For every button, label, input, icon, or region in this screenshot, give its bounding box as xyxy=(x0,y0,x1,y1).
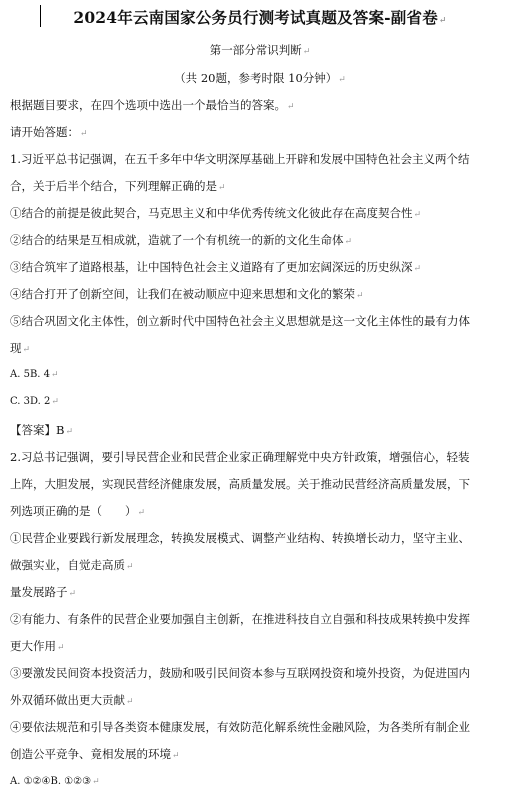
q1-option: ⑤结合巩固文化主体性，创立新时代中国特色社会主义思想就是这一文化主体性的最有力体 xyxy=(10,314,470,328)
q1-option: ①结合的前提是彼此契合，马克思主义和中华优秀传统文化彼此存在高度契合性↵ xyxy=(10,206,422,220)
q1-choices: A. 5B. 4↵ xyxy=(10,369,59,380)
q1-stem-line: 合，关于后半个结合，下列理解正确的是↵ xyxy=(10,179,226,193)
q1-stem-line: 1.习近平总书记强调，在五千多年中华文明深厚基础上开辟和发展中国特色社会主义两个结 xyxy=(10,152,470,166)
q1-option: 现↵ xyxy=(10,341,31,355)
q2-option: ②有能力、有条件的民营企业要加强自主创新，在推进科技自立自强和科技成果转换中发挥 xyxy=(10,612,470,626)
instruction-text: 根据题目要求，在四个选项中选出一个最恰当的答案。↵ xyxy=(10,98,295,112)
q1-option: ③结合筑牢了道路根基，让中国特色社会主义道路有了更加宏阔深远的历史纵深↵ xyxy=(10,260,422,274)
q2-option: ①民营企业要践行新发展理念，转换发展模式、调整产业结构、转换增长动力，坚守主业、 xyxy=(10,531,470,545)
q1-option: ②结合的结果是互相成就，造就了一个有机统一的新的文化生命体↵ xyxy=(10,233,353,247)
instruction-start: 请开始答题：↵ xyxy=(10,125,88,139)
q2-option: 更大作用↵ xyxy=(10,639,65,653)
q2-option: ④要依法规范和引导各类资本健康发展，有效防范化解系统性金融风险，为各类所有制企业 xyxy=(10,720,470,734)
q2-stem-line: 上阵，大胆发展，实现民营经济健康发展，高质量发展。关于推动民营经济高质量发展，下 xyxy=(10,477,470,491)
q2-option: 量发展路子↵ xyxy=(10,585,77,599)
q1-option: ④结合打开了创新空间，让我们在被动顺应中迎来思想和文化的繁荣↵ xyxy=(10,287,364,301)
section-heading: 第一部分常识判断↵ xyxy=(209,43,311,57)
q1-answer: 【答案】B↵ xyxy=(10,423,73,437)
q2-option: 外双循环做出更大贡献↵ xyxy=(10,693,134,707)
q2-stem-line: 2.习总书记强调，要引导民营企业和民营企业家正确理解党中央方针政策，增强信心，轻装 xyxy=(10,450,470,464)
q1-choices: C. 3D. 2↵ xyxy=(10,396,59,407)
q2-option: 做强实业，自觉走高质↵ xyxy=(10,558,134,572)
q2-choices: A. ①②④B. ①②③↵ xyxy=(10,776,100,787)
document-title: 2024年云南国家公务员行测考试真题及答案-副省卷↵ xyxy=(73,8,447,27)
q2-option: 创造公平竞争、竟相发展的环境↵ xyxy=(10,747,180,761)
section-note: （共 20题，参考时限 10分钟）↵ xyxy=(174,71,346,85)
q2-stem-line: 列选项正确的是（ ）↵ xyxy=(10,504,146,518)
q2-option: ③要激发民间资本投资活力，鼓励和吸引民间资本参与互联网投资和境外投资，为促进国内 xyxy=(10,666,470,680)
